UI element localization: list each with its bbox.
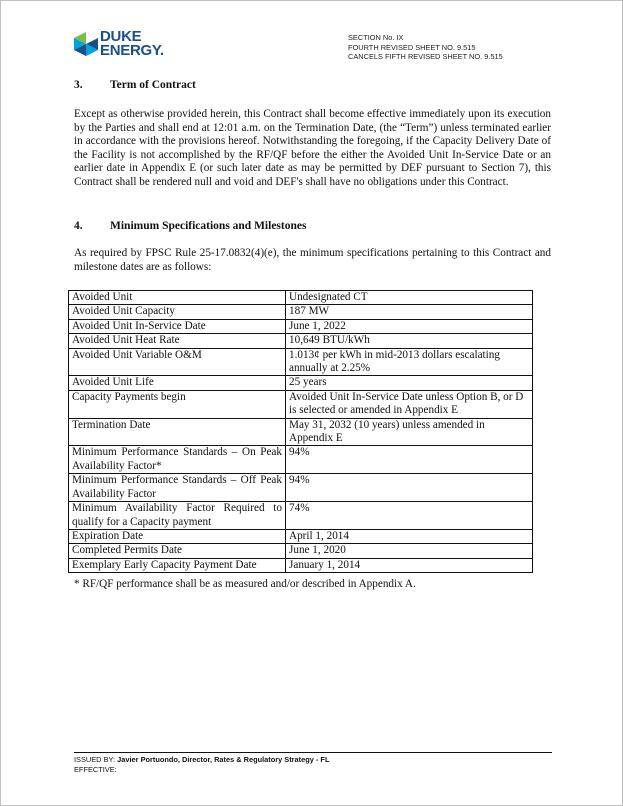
section-3-title: Term of Contract xyxy=(110,79,196,91)
section-3-number: 3. xyxy=(74,79,83,91)
spec-label: Expiration Date xyxy=(69,529,286,543)
duke-energy-logo xyxy=(70,26,180,66)
table-row xyxy=(69,390,533,418)
spec-label: Minimum Performance Standards – Off Peak Availability Factor xyxy=(69,474,286,502)
spec-label: Avoided Unit Capacity xyxy=(69,305,286,319)
section-4-title: Minimum Specifications and Milestones xyxy=(110,220,307,232)
table-row xyxy=(69,348,533,376)
spec-value: 10,649 BTU/kWh xyxy=(286,334,533,348)
spec-value: Avoided Unit In-Service Date unless Option B, or D is selected or amended in Appendix E xyxy=(286,390,533,418)
spec-label: Minimum Performance Standards – On Peak Availability Factor* xyxy=(69,446,286,474)
revised-sheet: FOURTH REVISED SHEET NO. 9.515 xyxy=(348,42,476,52)
spec-value: June 1, 2020 xyxy=(286,544,533,558)
spec-value: 94% xyxy=(286,474,533,502)
spec-value: Undesignated CT xyxy=(286,291,533,305)
table-row xyxy=(69,319,533,333)
spec-label: Avoided Unit Life xyxy=(69,376,286,390)
table-row xyxy=(69,544,533,558)
table-row xyxy=(69,418,533,446)
logo-line-1: DUKE xyxy=(100,28,142,45)
spec-label: Avoided Unit Variable O&M xyxy=(69,348,286,376)
logo-mark-icon xyxy=(70,28,104,62)
specifications-table xyxy=(68,290,533,573)
section-number: SECTION No. IX xyxy=(348,33,404,42)
section-3-body: Except as otherwise provided herein, this Contract shall become effective immediately upon its execution by the Parties and shall end at 12:01 a.m. on the Termination Date, (the “Term”) unless terminated earlier in accordance with the provisions hereof. Notwithstanding the foregoing, if the Capacity Delivery Date of the Facility is not accomplished by the RF/QF before the either the Avoided Unit In-Service Date or an earlier date in Appendix E (or such later date as may be permitted by DEF pursuant to Section 7), this Contract shall be rendered null and void and DEF's shall have no obligations under this Contract. xyxy=(74,108,551,188)
issued-by-name: Javier Portuondo, Director, Rates & Regulatory Strategy - FL xyxy=(117,755,330,764)
table-row xyxy=(69,291,533,305)
page-footer xyxy=(74,752,552,774)
table-row xyxy=(69,502,533,530)
spec-label: Capacity Payments begin xyxy=(69,390,286,418)
section-3-heading xyxy=(74,79,196,91)
spec-label: Minimum Availability Factor Required to qualify for a Capacity payment xyxy=(69,502,286,530)
issued-by-line xyxy=(74,755,552,765)
issued-by-label: ISSUED BY: xyxy=(74,755,118,764)
spec-value: June 1, 2022 xyxy=(286,319,533,333)
table-footnote: * RF/QF performance shall be as measured and/or described in Appendix A. xyxy=(74,578,416,590)
cancels-sheet: CANCELS FIFTH REVISED SHEET NO. 9.515 xyxy=(348,52,503,61)
spec-label: Avoided Unit xyxy=(69,291,286,305)
spec-label: Avoided Unit In-Service Date xyxy=(69,319,286,333)
spec-value: April 1, 2014 xyxy=(286,529,533,543)
logo-line-2: ENERGY. xyxy=(100,42,164,59)
section-4-body: As required by FPSC Rule 25-17.0832(4)(e), the minimum specifications pertaining to this Contract and milestone dates are as follows: xyxy=(74,247,551,273)
spec-label: Exemplary Early Capacity Payment Date xyxy=(69,558,286,572)
spec-value: 74% xyxy=(286,502,533,530)
sheet-info xyxy=(348,33,503,62)
spec-value: 94% xyxy=(286,446,533,474)
spec-label: Completed Permits Date xyxy=(69,544,286,558)
table-row xyxy=(69,376,533,390)
table-row xyxy=(69,529,533,543)
spec-value: 25 years xyxy=(286,376,533,390)
section-4-number: 4. xyxy=(74,220,83,232)
table-row xyxy=(69,305,533,319)
table-row xyxy=(69,334,533,348)
table-row xyxy=(69,558,533,572)
spec-value: 187 MW xyxy=(286,305,533,319)
spec-label: Avoided Unit Heat Rate xyxy=(69,334,286,348)
spec-value: May 31, 2032 (10 years) unless amended in Appendix E xyxy=(286,418,533,446)
spec-label: Termination Date xyxy=(69,418,286,446)
table-row xyxy=(69,474,533,502)
effective-label: EFFECTIVE: xyxy=(74,764,117,774)
spec-value: January 1, 2014 xyxy=(286,558,533,572)
table-row xyxy=(69,446,533,474)
spec-value: 1.013¢ per kWh in mid-2013 dollars escalating annually at 2.25% xyxy=(286,348,533,376)
section-4-heading xyxy=(74,220,306,232)
